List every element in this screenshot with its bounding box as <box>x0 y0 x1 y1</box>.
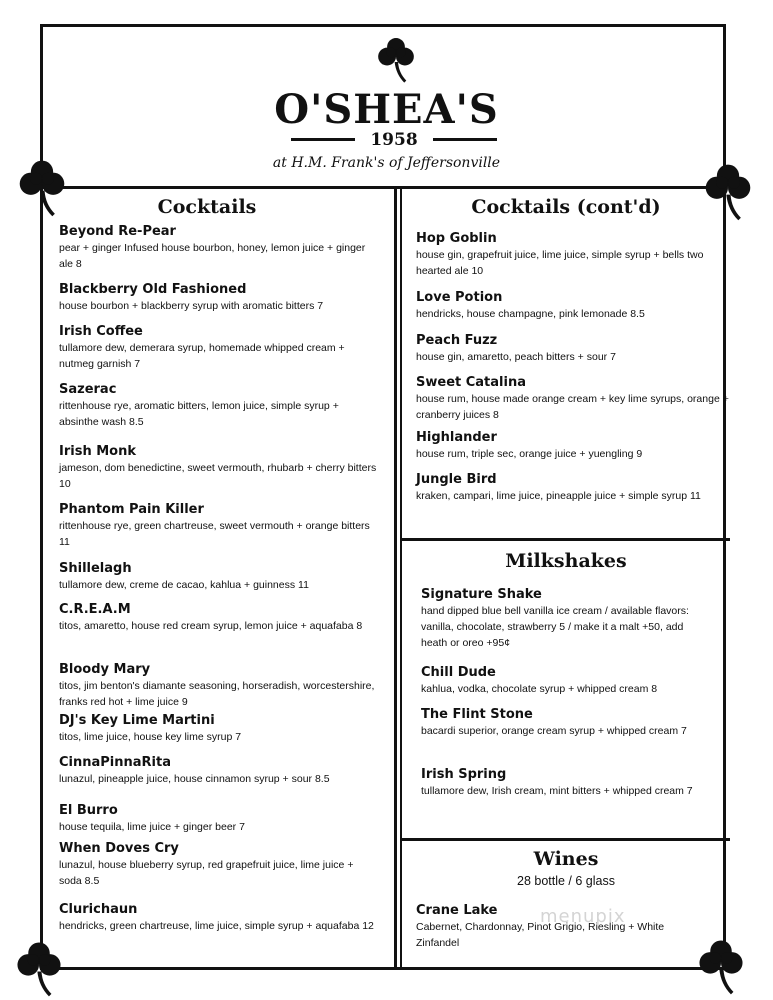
menu-item <box>416 374 734 423</box>
menu-item <box>416 429 734 462</box>
menu-item-name: Love Potion <box>416 290 503 305</box>
menu-item-name: Irish Monk <box>59 444 136 459</box>
menu-item-name: Irish Spring <box>421 767 507 782</box>
menu-item-name: Jungle Bird <box>416 472 497 487</box>
menu-item-description: titos, lime juice, house key lime syrup 7 <box>59 731 242 743</box>
menu-item-name: Crane Lake <box>416 903 498 918</box>
menu-item-name: Signature Shake <box>421 587 542 602</box>
menu-item-description: rittenhouse rye, aromatic bitters, lemon juice, simple syrup + absinthe wash 8.5 <box>59 400 339 428</box>
watermark: menupix <box>540 906 626 927</box>
shamrock-icon <box>10 940 68 998</box>
menu-item-name: Clurichaun <box>59 902 138 917</box>
wines-title: Wines <box>533 848 599 870</box>
menu-item-name: El Burro <box>59 803 118 818</box>
menu-item-description: kraken, campari, lime juice, pineapple juice + simple syrup 11 <box>416 490 701 502</box>
menu-item <box>59 754 377 787</box>
menu-item-name: Blackberry Old Fashioned <box>59 282 247 297</box>
menu-item-name: Peach Fuzz <box>416 333 498 348</box>
cocktails-title: Cocktails <box>157 196 257 218</box>
menu-item-description: bacardi superior, orange cream syrup + whipped cream 7 <box>421 725 687 737</box>
menu-item <box>59 802 377 835</box>
menu-item-description: kahlua, vodka, chocolate syrup + whipped cream 8 <box>421 683 658 695</box>
menu-item <box>421 664 711 697</box>
menu-item-description: titos, amaretto, house red cream syrup, lemon juice + aquafaba 8 <box>59 620 363 632</box>
menu-item-description: tullamore dew, demerara syrup, homemade whipped cream + nutmeg garnish 7 <box>59 342 345 370</box>
wines-pricing: 28 bottle / 6 glass <box>517 874 615 888</box>
menu-item-description: tullamore dew, creme de cacao, kahlua + guinness 11 <box>59 579 309 591</box>
menu-item <box>59 323 377 372</box>
header-divider <box>40 186 726 189</box>
menu-item-name: Beyond Re-Pear <box>59 224 176 239</box>
milkshakes-title: Milkshakes <box>505 550 627 572</box>
menu-item-description: lunazul, house blueberry syrup, red grapefruit juice, lime juice + soda 8.5 <box>59 859 354 887</box>
menu-item-description: house gin, amaretto, peach bitters + sour 7 <box>416 351 616 363</box>
menu-item-description: tullamore dew, Irish cream, mint bitters + whipped cream 7 <box>421 785 693 797</box>
menu-item-description: hendricks, green chartreuse, lime juice, simple syrup + aquafaba 12 <box>59 920 374 932</box>
menu-item <box>59 840 377 889</box>
menu-item-name: Hop Goblin <box>416 231 497 246</box>
menu-item-name: Highlander <box>416 430 497 445</box>
menu-item-name: Irish Coffee <box>59 324 143 339</box>
menu-item-description: jameson, dom benedictine, sweet vermouth, rhubarb + cherry bitters 10 <box>59 462 377 490</box>
menu-item-description: house tequila, lime juice + ginger beer 7 <box>59 821 245 833</box>
shamrock-icon <box>372 36 420 84</box>
brand-name: O'SHEA'S <box>274 86 499 133</box>
menu-item-name: CinnaPinnaRita <box>59 755 171 770</box>
menu-item-name: The Flint Stone <box>421 707 533 722</box>
menu-item-name: Shillelagh <box>59 561 132 576</box>
menu-item-description: titos, jim benton's diamante seasoning, horseradish, worcestershire, franks red hot + lime juice 9 <box>59 680 375 708</box>
menu-item-description: house gin, grapefruit juice, lime juice, simple syrup + bells two hearted ale 10 <box>416 249 704 277</box>
menu-item-name: Phantom Pain Killer <box>59 502 204 517</box>
menu-item-description: rittenhouse rye, green chartreuse, sweet vermouth + orange bitters 11 <box>59 520 370 548</box>
menu-item-description: hand dipped blue bell vanilla ice cream / available flavors: vanilla, chocolate, strawberry 5 / make it a malt +50, add heath or oreo +95¢ <box>421 605 689 649</box>
menu-item <box>416 289 734 322</box>
menu-item-name: Bloody Mary <box>59 662 151 677</box>
menu-item <box>416 332 734 365</box>
menu-item-description: hendricks, house champagne, pink lemonade 8.5 <box>416 308 645 320</box>
menu-item <box>59 501 377 550</box>
year: 1958 <box>370 130 418 150</box>
menu-item-name: DJ's Key Lime Martini <box>59 713 215 728</box>
menu-item <box>59 601 377 634</box>
menu-item <box>421 586 711 651</box>
menu-item <box>59 901 377 934</box>
year-row <box>291 128 497 152</box>
menu-item <box>416 471 734 504</box>
tagline: at H.M. Frank's of Jeffersonville <box>272 155 501 171</box>
wines-divider <box>400 838 730 841</box>
menu-item-name: Sweet Catalina <box>416 375 526 390</box>
menu-item-description: house rum, house made orange cream + key lime syrups, orange + cranberry juices 8 <box>416 393 729 421</box>
cocktails-contd-title: Cocktails (cont'd) <box>471 196 661 218</box>
menu-item <box>59 560 377 593</box>
menu-item <box>421 706 711 739</box>
menu-item-description: lunazul, pineapple juice, house cinnamon syrup + sour 8.5 <box>59 773 330 785</box>
menu-item-description: house bourbon + blackberry syrup with aromatic bitters 7 <box>59 300 324 312</box>
menu-item-name: C.R.E.A.M <box>59 602 131 617</box>
menu-item <box>421 766 711 799</box>
menu-item <box>59 712 377 745</box>
column-divider-inner <box>400 188 402 968</box>
menu-item-name: When Doves Cry <box>59 841 179 856</box>
menu-item <box>59 661 377 710</box>
menu-item <box>59 281 377 314</box>
menu-item-description: Cabernet, Chardonnay, Pinot Grigio, Riesling + White Zinfandel <box>416 921 665 949</box>
column-divider <box>394 188 397 968</box>
menu-item-name: Chill Dude <box>421 665 496 680</box>
menu-item <box>416 230 734 279</box>
menu-item-name: Sazerac <box>59 382 117 397</box>
menu-item <box>59 381 377 430</box>
menu-item <box>59 443 377 492</box>
milkshakes-divider <box>400 538 730 541</box>
menu-item-description: house rum, triple sec, orange juice + yuengling 9 <box>416 448 643 460</box>
menu-item-description: pear + ginger Infused house bourbon, honey, lemon juice + ginger ale 8 <box>59 242 366 270</box>
menu-item <box>59 223 377 272</box>
